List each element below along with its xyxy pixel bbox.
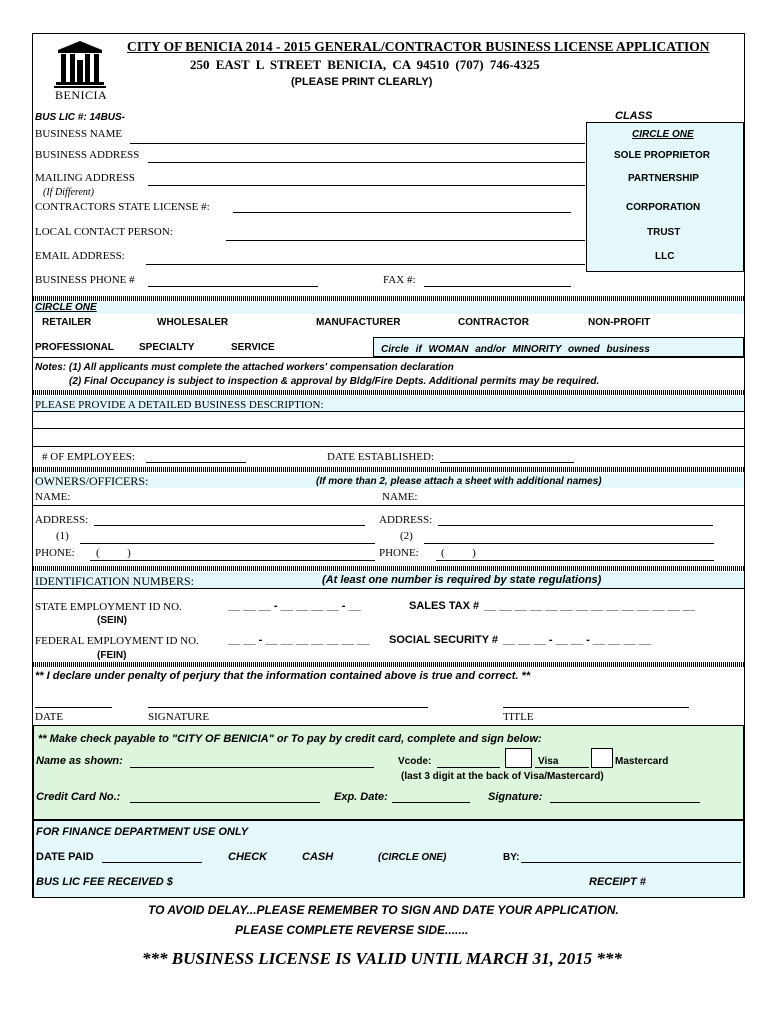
card-signature-label: Signature: [488, 791, 543, 803]
section-divider [33, 467, 744, 472]
vcode-label: Vcode: [398, 756, 432, 767]
email-label: EMAIL ADDRESS: [35, 250, 125, 262]
type-retailer[interactable]: RETAILER [42, 317, 92, 328]
signature-field[interactable] [148, 707, 428, 708]
description-line-2[interactable] [33, 446, 744, 447]
date-paid-label: DATE PAID [36, 851, 94, 863]
owner2-phone-label: PHONE: [379, 547, 419, 559]
type-professional[interactable]: PROFESSIONAL [35, 342, 114, 353]
exp-date-label: Exp. Date: [334, 791, 388, 803]
city-logo [50, 38, 110, 104]
fax-field[interactable] [424, 286, 571, 287]
form-title: CITY OF BENICIA 2014 - 2015 GENERAL/CONTRACTOR BUSINESS LICENSE APPLICATION [127, 39, 710, 54]
federal-id-label: FEDERAL EMPLOYMENT ID NO. [35, 635, 199, 647]
state-id-label: STATE EMPLOYMENT ID NO. [35, 601, 182, 613]
date-label: DATE [35, 711, 64, 723]
divider [33, 357, 744, 358]
mastercard-label: Mastercard [615, 756, 669, 767]
section-divider [33, 390, 744, 395]
class-trust[interactable]: TRUST [647, 227, 681, 238]
vcode-note: (last 3 digit at the back of Visa/Mastercard) [401, 771, 604, 782]
finance-check[interactable]: CHECK [228, 851, 268, 863]
ids-title: IDENTIFICATION NUMBERS: [35, 574, 194, 588]
class-partnership[interactable]: PARTNERSHIP [628, 173, 699, 184]
federal-id-field[interactable]: __ __ - __ __ __ __ __ __ __ [228, 634, 370, 646]
type-non-profit[interactable]: NON-PROFIT [588, 317, 651, 328]
description-line-1[interactable] [33, 428, 744, 429]
visa-label: Visa [538, 756, 559, 767]
class-llc[interactable]: LLC [655, 251, 675, 262]
employees-field[interactable] [146, 462, 246, 463]
signature-label: SIGNATURE [148, 711, 210, 723]
business-name-label: BUSINESS NAME [35, 128, 123, 140]
name-shown-field[interactable] [130, 767, 374, 768]
owner1-address-field[interactable] [94, 525, 365, 526]
owner1-name-label: NAME: [35, 491, 71, 503]
date-field[interactable] [35, 707, 112, 708]
payment-header: ** Make check payable to "CITY OF BENICIA" or To pay by credit card, complete and sign below: [38, 733, 542, 745]
date-established-label: DATE ESTABLISHED: [327, 451, 434, 463]
description-label: PLEASE PROVIDE A DETAILED BUSINESS DESCRIPTION: [35, 399, 324, 411]
name-shown-label: Name as shown: [36, 755, 123, 767]
minority-owned-label[interactable]: Circle if WOMAN and/or MINORITY owned business [381, 344, 650, 355]
owner2-name-label: NAME: [382, 491, 418, 503]
email-field[interactable] [146, 264, 585, 265]
sein-label: (SEIN) [97, 615, 127, 626]
declaration-text: ** I declare under penalty of perjury that the information contained above is true and correct. ** [35, 670, 531, 682]
type-header-band [33, 302, 744, 314]
business-address-label: BUSINESS ADDRESS [35, 149, 140, 161]
class-corporation[interactable]: CORPORATION [626, 202, 701, 213]
ids-note: (At least one number is required by state regulations) [322, 574, 602, 586]
owner2-phone-area[interactable]: ( ) [441, 547, 476, 559]
contractor-license-label: CONTRACTORS STATE LICENSE #: [35, 201, 210, 213]
owner2-number: (2) [400, 530, 413, 542]
type-specialty[interactable]: SPECIALTY [139, 342, 195, 353]
type-service[interactable]: SERVICE [231, 342, 275, 353]
sales-tax-label: SALES TAX # [409, 600, 480, 612]
finance-circle-one: (CIRCLE ONE) [378, 852, 447, 863]
visa-underline [535, 767, 589, 768]
print-clearly: (PLEASE PRINT CLEARLY) [291, 76, 433, 88]
card-number-field[interactable] [130, 802, 320, 803]
bus-lic-label: BUS LIC #: 14BUS- [35, 112, 126, 123]
class-box [586, 122, 744, 272]
by-field[interactable] [521, 862, 741, 863]
type-manufacturer[interactable]: MANUFACTURER [316, 317, 401, 328]
owner1-address-line-2[interactable] [80, 543, 375, 544]
employees-label: # OF EMPLOYEES: [42, 451, 135, 463]
owner1-number: (1) [56, 530, 69, 542]
valid-until: *** BUSINESS LICENSE IS VALID UNTIL MARCH 31, 2015 *** [142, 949, 622, 968]
owner2-address-field[interactable] [438, 525, 713, 526]
ssn-field[interactable]: __ __ __ - __ __ - __ __ __ __ [503, 634, 652, 646]
fax-label: FAX #: [383, 274, 416, 286]
logo-text: BENICIA [55, 88, 108, 102]
title-field[interactable] [503, 707, 689, 708]
type-contractor[interactable]: CONTRACTOR [458, 317, 529, 328]
fee-received-label: BUS LIC FEE RECEIVED $ [36, 876, 173, 888]
type-wholesaler[interactable]: WHOLESALER [157, 317, 229, 328]
if-different-label: (If Different) [43, 187, 95, 198]
type-circle-one: CIRCLE ONE [35, 302, 97, 313]
title-label: TITLE [503, 711, 534, 723]
owners-note: (If more than 2, please attach a sheet with additional names) [316, 476, 602, 487]
date-paid-field[interactable] [102, 862, 202, 863]
section-divider [33, 662, 744, 667]
owner2-address-line-2[interactable] [424, 543, 714, 544]
sales-tax-field[interactable]: __ __ __ __ __ __ __ __ __ __ __ __ __ __ [484, 600, 696, 612]
card-number-label: Credit Card No.: [36, 791, 121, 803]
class-title: CLASS [615, 110, 653, 122]
owner2-address-label: ADDRESS: [379, 514, 433, 526]
card-signature-field[interactable] [550, 802, 700, 803]
exp-date-field[interactable] [392, 802, 470, 803]
footer-line-1: TO AVOID DELAY...PLEASE REMEMBER TO SIGN AND DATE YOUR APPLICATION. [148, 903, 619, 917]
mailing-address-field[interactable] [148, 185, 585, 186]
business-address-field[interactable] [148, 162, 585, 163]
business-name-field[interactable] [130, 143, 585, 144]
receipt-label: RECEIPT # [589, 876, 646, 888]
business-phone-field[interactable] [148, 286, 318, 287]
vcode-field[interactable] [437, 767, 500, 768]
local-contact-field[interactable] [226, 240, 585, 241]
owner1-phone-area[interactable]: ( ) [96, 547, 131, 559]
business-phone-label: BUSINESS PHONE # [35, 274, 135, 286]
date-established-field[interactable] [440, 462, 574, 463]
notes-line-1: Notes: (1) All applicants must complete the attached workers' compensation declaration [35, 362, 454, 373]
owner2-phone-field[interactable] [436, 560, 714, 561]
finance-title: FOR FINANCE DEPARTMENT USE ONLY [36, 826, 249, 838]
owner1-phone-label: PHONE: [35, 547, 75, 559]
owner1-phone-field[interactable] [90, 560, 375, 561]
local-contact-label: LOCAL CONTACT PERSON: [35, 226, 173, 238]
contractor-license-field[interactable] [233, 212, 571, 213]
footer-line-2: PLEASE COMPLETE REVERSE SIDE....... [235, 923, 469, 937]
notes-line-2: (2) Final Occupancy is subject to inspection & approval by Bldg/Fire Depts. Additional permits may be required. [69, 376, 600, 387]
fein-label: (FEIN) [97, 650, 127, 661]
finance-cash[interactable]: CASH [302, 851, 334, 863]
visa-checkbox[interactable] [505, 748, 532, 768]
owner-name-rule [33, 505, 744, 506]
owner1-address-label: ADDRESS: [35, 514, 89, 526]
class-circle-one: CIRCLE ONE [632, 129, 694, 140]
section-divider [33, 566, 744, 571]
section-divider [33, 296, 744, 301]
owners-title: OWNERS/OFFICERS: [35, 474, 149, 488]
mailing-address-label: MAILING ADDRESS [35, 172, 135, 184]
by-label: BY: [503, 852, 520, 863]
ssn-label: SOCIAL SECURITY # [389, 634, 499, 646]
state-id-field[interactable]: __ __ __ - __ __ __ __ - __ [228, 600, 361, 612]
mastercard-checkbox[interactable] [591, 748, 613, 768]
city-address: 250 EAST L STREET BENICIA, CA 94510 (707) 746-4325 [190, 57, 540, 72]
class-sole-proprietor[interactable]: SOLE PROPRIETOR [614, 150, 710, 161]
